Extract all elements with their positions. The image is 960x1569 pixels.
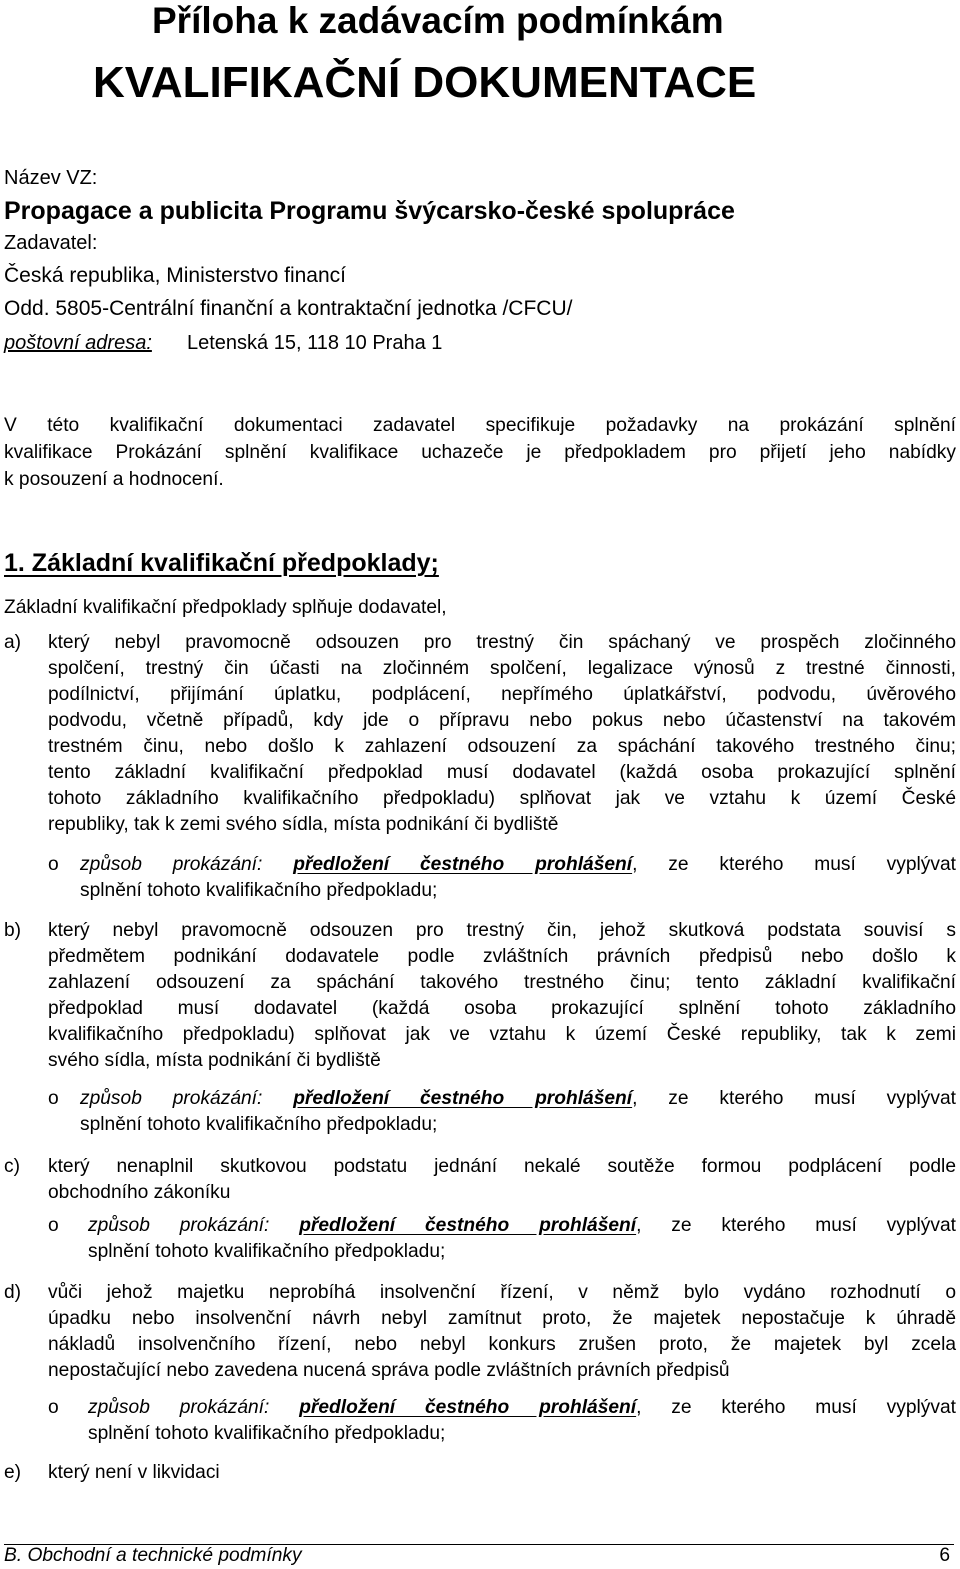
item-a-line: podvodu, včetně případů, kdy jde o přípravu nebo pokus nebo účastenství na takovém — [48, 710, 956, 731]
item-b-line: kvalifikačního předpokladu) splňovat jak ve vztahu k území České republiky, tak k zemi — [48, 1024, 956, 1045]
intro-line-2: kvalifikace Prokázání splnění kvalifikace uchazeče je předpokladem pro přijetí jeho nabídky — [4, 442, 956, 463]
section-1-title: 1. Základní kvalifikační předpoklady; — [4, 549, 439, 577]
item-a-line: trestném činu, nebo došlo k zahlazení odsouzení za spáchání takového trestného činu; — [48, 736, 956, 757]
vz-label: Název VZ: — [4, 167, 98, 189]
zadavatel-department: Odd. 5805-Centrální finanční a kontraktační jednotka /CFCU/ — [4, 297, 573, 320]
item-b-line: svého sídla, místa podnikání či bydliště — [48, 1050, 381, 1071]
item-d-line: nákladů insolvenčního řízení, nebo nebyl konkurs zrušen proto, že majetek byl zcela — [48, 1334, 956, 1355]
section-1-lead: Základní kvalifikační předpoklady splňuje dodavatel, — [4, 597, 447, 618]
postal-label: poštovní adresa: — [4, 332, 152, 354]
item-d-label: d) — [4, 1282, 22, 1303]
item-c-line: který nenaplnil skutkovou podstatu jednání nekalé soutěže formou podplácení podle — [48, 1156, 956, 1177]
item-a-line: spolčení, trestný čin účasti na zločinném spolčení, legalizace výnosů z trestné činnosti, — [48, 658, 956, 679]
proof-bullet: o — [48, 1397, 59, 1418]
item-b-line: který nebyl pravomocně odsouzen pro trestný čin, jehož skutková podstata souvisí s — [48, 920, 956, 941]
zadavatel-label: Zadavatel: — [4, 232, 98, 254]
item-b-label: b) — [4, 920, 22, 941]
zadavatel-name: Česká republika, Ministerstvo financí — [4, 264, 346, 287]
item-c-line: obchodního zákoníku — [48, 1182, 231, 1203]
footer-title: B. Obchodní a technické podmínky — [4, 1545, 302, 1566]
item-a-label: a) — [4, 632, 22, 653]
item-a-proof: způsob prokázání: předložení čestného prohlášení, ze kterého musí vyplývat splnění tohoto kvalifikačního předpokladu; — [80, 854, 956, 902]
page-number: 6 — [939, 1545, 950, 1566]
proof-bullet: o — [48, 1088, 59, 1109]
intro-line-1: V této kvalifikační dokumentaci zadavatel specifikuje požadavky na prokázání splnění — [4, 415, 956, 436]
page-title: Příloha k zadávacím podmínkám — [152, 0, 724, 41]
item-b-proof: způsob prokázání: předložení čestného prohlášení, ze kterého musí vyplývat splnění tohoto kvalifikačního předpokladu; — [80, 1088, 956, 1136]
intro-line-3: k posouzení a hodnocení. — [4, 469, 224, 490]
item-d-line: vůči jehož majetku neprobíhá insolvenční řízení, v němž bylo vydáno rozhodnutí o — [48, 1282, 956, 1303]
item-c-proof: způsob prokázání: předložení čestného prohlášení, ze kterého musí vyplývat splnění tohoto kvalifikačního předpokladu; — [88, 1215, 956, 1263]
item-d-line: úpadku nebo insolvenční návrh nebyl zamítnut proto, že majetek nepostačuje k úhradě — [48, 1308, 956, 1329]
item-a-line: tento základní kvalifikační předpoklad musí dodavatel (každá osoba prokazující splnění — [48, 762, 956, 783]
item-b-line: předmětem podnikání dodavatele podle zvláštních právních předpisů nebo došlo k — [48, 946, 956, 967]
item-a-line: podílnictví, přijímání úplatku, podplácení, nepřímého úplatkářství, podvodu, úvěrového — [48, 684, 956, 705]
item-c-label: c) — [4, 1156, 20, 1177]
item-e-label: e) — [4, 1462, 22, 1483]
proof-bullet: o — [48, 1215, 59, 1236]
item-e-line: který není v likvidaci — [48, 1462, 220, 1483]
item-b-line: předpoklad musí dodavatel (každá osoba prokazující splnění tohoto základního — [48, 998, 956, 1019]
item-d-line: nepostačující nebo zavedena nucená správa podle zvláštních právních předpisů — [48, 1360, 730, 1381]
item-a-line: republiky, tak k zemi svého sídla, místa podnikání či bydliště — [48, 814, 559, 835]
proof-bullet: o — [48, 854, 59, 875]
item-b-line: zahlazení odsouzení za spáchání takového trestného činu; tento základní kvalifikační — [48, 972, 956, 993]
postal-address: Letenská 15, 118 10 Praha 1 — [187, 332, 443, 354]
item-a-line: tohoto základního kvalifikačního předpokladu) splňovat jak ve vztahu k území České — [48, 788, 956, 809]
item-a-line: který nebyl pravomocně odsouzen pro trestný čin spáchaný ve prospěch zločinného — [48, 632, 956, 653]
page-subtitle: KVALIFIKAČNÍ DOKUMENTACE — [93, 58, 757, 107]
item-d-proof: způsob prokázání: předložení čestného prohlášení, ze kterého musí vyplývat splnění tohoto kvalifikačního předpokladu; — [88, 1397, 956, 1445]
vz-name: Propagace a publicita Programu švýcarsko-české spolupráce — [4, 197, 735, 225]
postal-address-line — [4, 332, 442, 355]
